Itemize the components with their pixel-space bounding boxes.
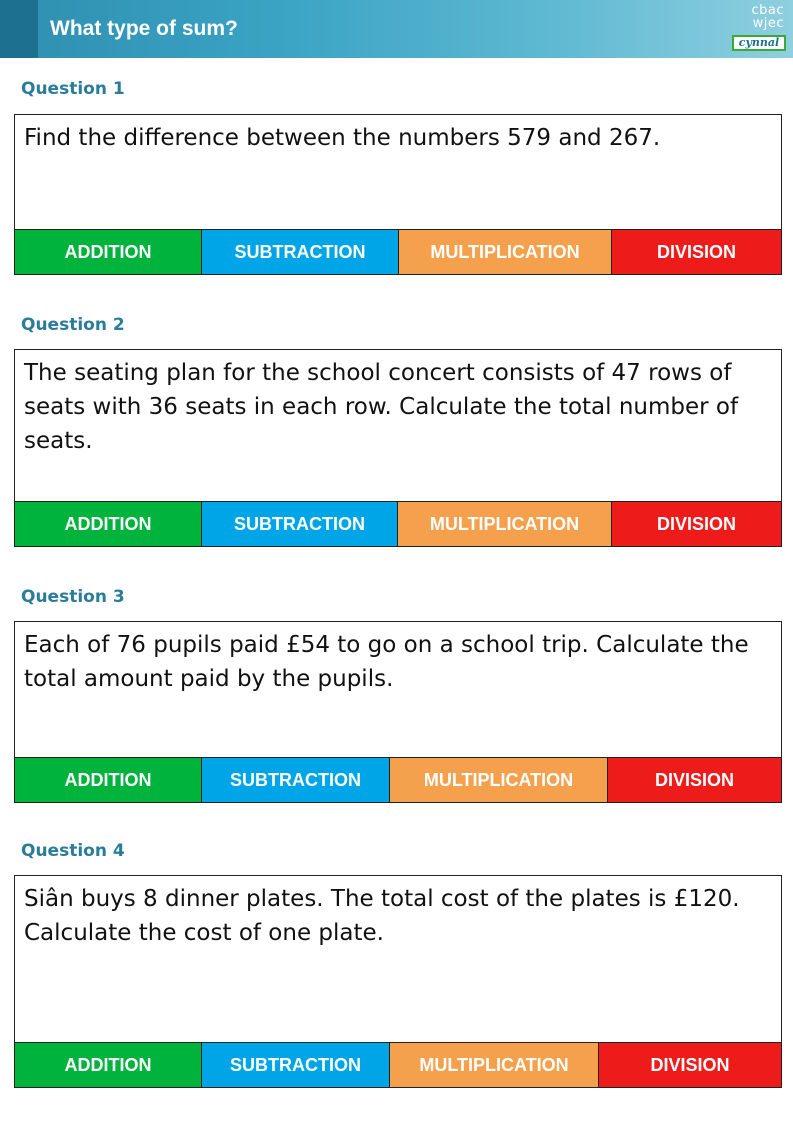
- question-2-label: Question 2: [21, 315, 125, 335]
- question-2-multiplication-button[interactable]: MULTIPLICATION: [398, 502, 612, 546]
- question-1-answer-options: [15, 229, 781, 274]
- wjec-logo: [728, 4, 788, 56]
- question-3-answer-options: [15, 757, 781, 802]
- question-1-label: Question 1: [21, 79, 125, 99]
- question-2-box: [14, 349, 782, 547]
- question-1-multiplication-button[interactable]: MULTIPLICATION: [399, 230, 612, 274]
- question-3-box: [14, 621, 782, 803]
- logo-line-2: wjec: [752, 16, 784, 31]
- question-4-multiplication-button[interactable]: MULTIPLICATION: [390, 1043, 599, 1087]
- question-3-label: Question 3: [21, 587, 125, 607]
- logo-line-3: cynnal: [732, 35, 786, 51]
- question-3-subtraction-button[interactable]: SUBTRACTION: [202, 758, 390, 802]
- question-2-subtraction-button[interactable]: SUBTRACTION: [202, 502, 398, 546]
- question-1-addition-button[interactable]: ADDITION: [15, 230, 202, 274]
- page-header: [0, 0, 793, 58]
- question-2-answer-options: [15, 501, 781, 546]
- question-2-addition-button[interactable]: ADDITION: [15, 502, 202, 546]
- logo-line-1: cbac: [751, 3, 784, 18]
- question-1-text: Find the difference between the numbers 579 and 267.: [24, 125, 661, 151]
- question-1-division-button[interactable]: DIVISION: [612, 230, 781, 274]
- question-3-text: Each of 76 pupils paid £54 to go on a school trip. Calculate the total amount paid by the pupils.: [24, 632, 749, 692]
- question-4-answer-options: [15, 1042, 781, 1087]
- question-3-multiplication-button[interactable]: MULTIPLICATION: [390, 758, 608, 802]
- question-3-division-button[interactable]: DIVISION: [608, 758, 781, 802]
- question-4-division-button[interactable]: DIVISION: [599, 1043, 781, 1087]
- question-2-text: The seating plan for the school concert consists of 47 rows of seats with 36 seats in each row. Calculate the total number of seats.: [24, 360, 739, 454]
- header-accent-band: [0, 0, 38, 58]
- page-title: What type of sum?: [50, 17, 238, 40]
- question-2-division-button[interactable]: DIVISION: [612, 502, 781, 546]
- question-4-subtraction-button[interactable]: SUBTRACTION: [202, 1043, 390, 1087]
- question-4-text: Siân buys 8 dinner plates. The total cost of the plates is £120. Calculate the cost of one plate.: [24, 886, 740, 946]
- question-1-subtraction-button[interactable]: SUBTRACTION: [202, 230, 399, 274]
- question-3-addition-button[interactable]: ADDITION: [15, 758, 202, 802]
- question-4-label: Question 4: [21, 841, 125, 861]
- question-1-box: [14, 114, 782, 275]
- question-4-box: [14, 875, 782, 1088]
- question-4-addition-button[interactable]: ADDITION: [15, 1043, 202, 1087]
